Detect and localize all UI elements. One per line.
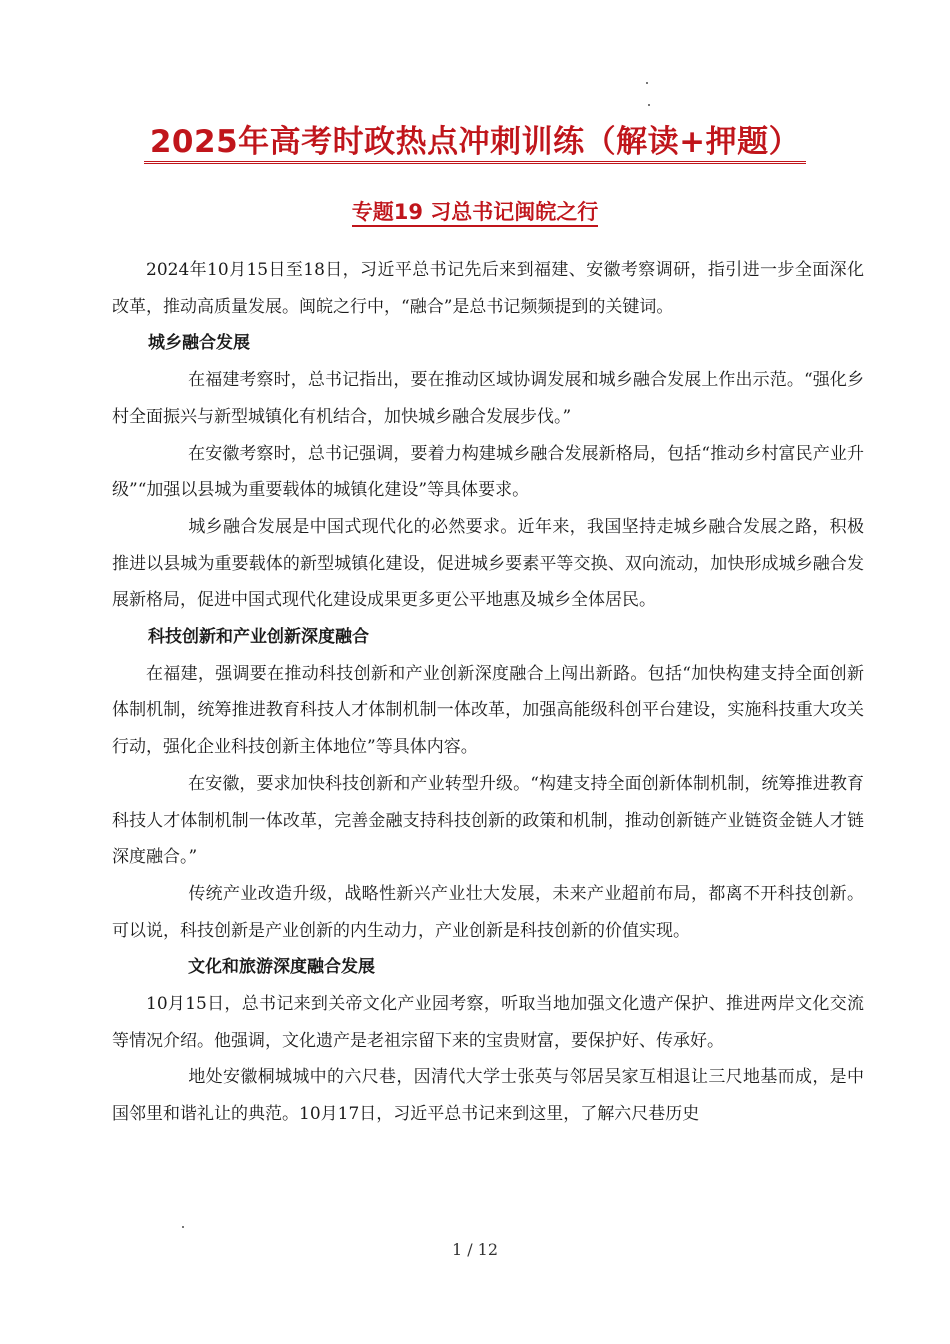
page-number: 1 / 12 bbox=[451, 1240, 499, 1259]
paragraph: 城乡融合发展是中国式现代化的必然要求。近年来，我国坚持走城乡融合发展之路，积极推进以县城为重要载体的新型城镇化建设，促进城乡要素平等交换、双向流动，加快形成城乡融合发展新格局，促进中国式现代化建设成果更多更公平地惠及城乡全体居民。 bbox=[112, 516, 864, 611]
paragraph: 在安徽，要求加快科技创新和产业转型升级。“构建支持全面创新体制机制，统筹推进教育科技人才体制机制一体改革，完善金融支持科技创新的政策和机制，推动创新链产业链资金链人才链深度融合。” bbox=[112, 773, 864, 868]
paragraph: 地处安徽桐城城中的六尺巷，因清代大学士张英与邻居吴家互相退让三尺地基而成，是中国邻里和谐礼让的典范。10月17日，习近平总书记来到这里，了解六尺巷历史 bbox=[112, 1067, 864, 1125]
section-heading-urban-rural: 城乡融合发展 bbox=[148, 333, 250, 354]
scan-dot bbox=[648, 104, 650, 106]
paragraph: 在福建，强调要在推动科技创新和产业创新深度融合上闯出新路。包括“加快构建支持全面创新体制机制，统筹推进教育科技人才体制机制一体改革，加强高能级科创平台建设，实施科技重大攻关行动，强化企业科技创新主体地位”等具体内容。 bbox=[112, 663, 864, 758]
scan-dot bbox=[646, 82, 648, 84]
intro-paragraph: 2024年10月15日至18日，习近平总书记先后来到福建、安徽考察调研，指引进一步全面深化改革，推动高质量发展。闽皖之行中，“融合”是总书记频频提到的关键词。 bbox=[112, 260, 864, 317]
document-subtitle: 专题19 习总书记闽皖之行 bbox=[0, 196, 950, 226]
paragraph: 传统产业改造升级，战略性新兴产业壮大发展，未来产业超前布局，都离不开科技创新。可以说，科技创新是产业创新的内生动力，产业创新是科技创新的价值实现。 bbox=[112, 883, 864, 941]
scan-dot bbox=[182, 1226, 184, 1228]
section-heading-tech-industry: 科技创新和产业创新深度融合 bbox=[148, 627, 369, 648]
paragraph: 10月15日，总书记来到关帝文化产业园考察，听取当地加强文化遗产保护、推进两岸文化交流等情况介绍。他强调，文化遗产是老祖宗留下来的宝贵财富，要保护好、传承好。 bbox=[112, 994, 864, 1051]
document-title: 2025年高考时政热点冲刺训练（解读+押题） bbox=[0, 116, 950, 161]
section-heading-culture-tourism: 文化和旅游深度融合发展 bbox=[188, 957, 375, 978]
document-body bbox=[112, 252, 864, 1133]
paragraph: 在福建考察时，总书记指出，要在推动区域协调发展和城乡融合发展上作出示范。“强化乡村全面振兴与新型城镇化有机结合，加快城乡融合发展步伐。” bbox=[112, 370, 864, 427]
paragraph: 在安徽考察时，总书记强调，要着力构建城乡融合发展新格局，包括“推动乡村富民产业升级”“加强以县城为重要载体的城镇化建设”等具体要求。 bbox=[112, 443, 864, 501]
